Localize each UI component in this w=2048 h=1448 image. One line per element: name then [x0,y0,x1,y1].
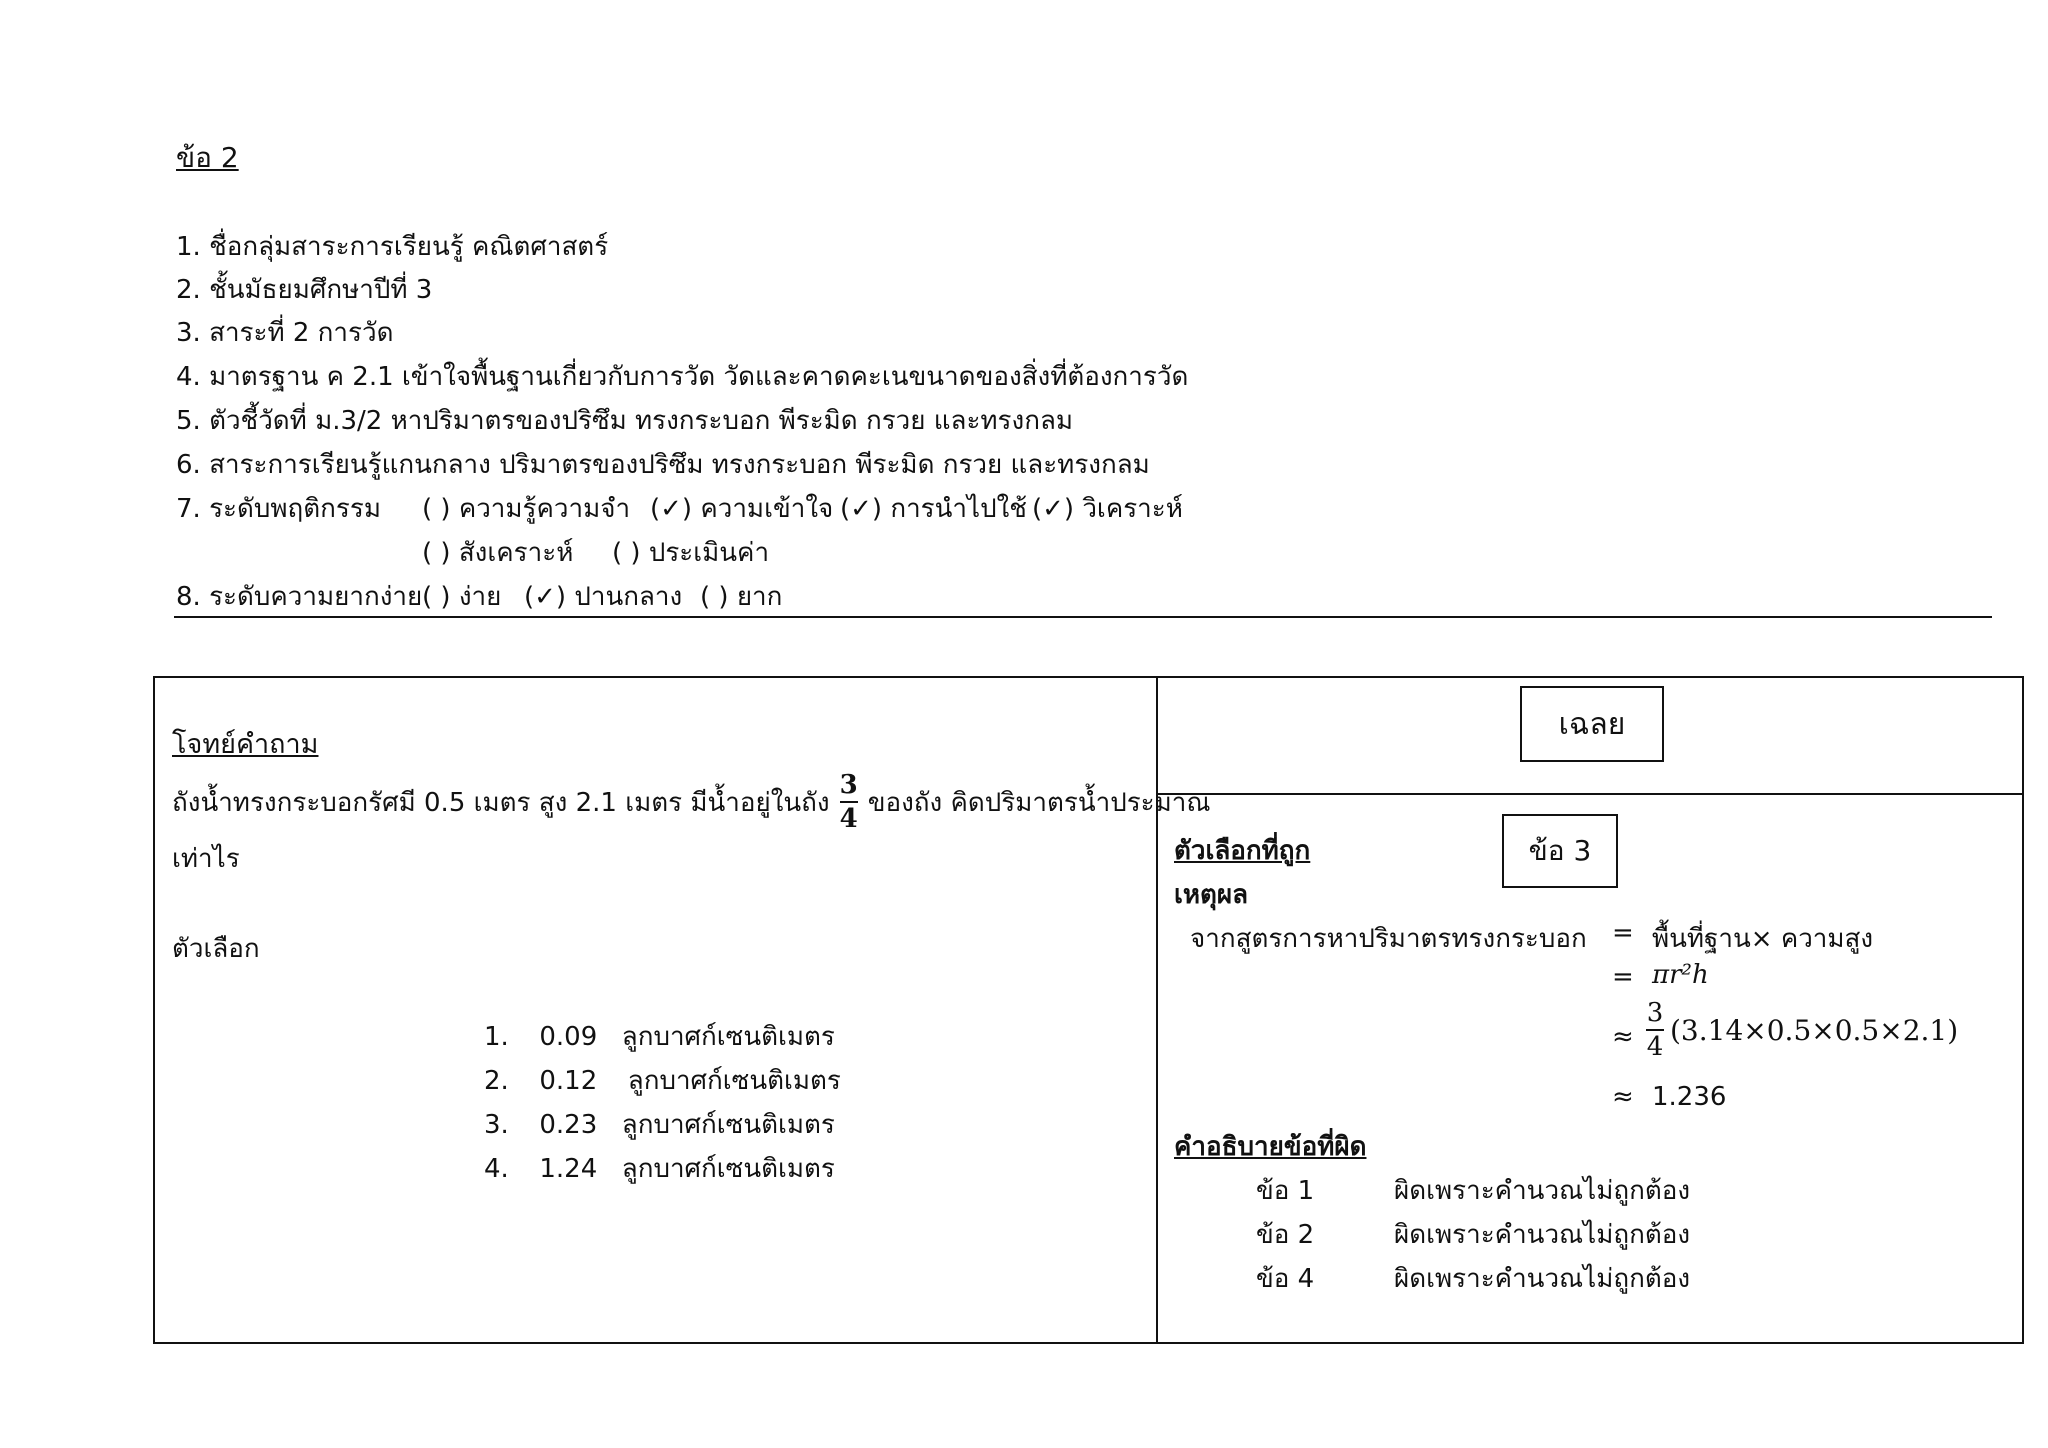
eq3-rhs-group [1646,1000,1958,1060]
choice-value: 1.24 [539,1154,598,1184]
choice-unit: ลูกบาศก์เซนติเมตร [621,1110,835,1140]
choice-item [484,1148,835,1189]
behavior-understand: (✓) ความเข้าใจ [650,494,834,524]
choices-label: ตัวเลือก [172,934,260,964]
choice-unit: ลูกบาศก์เซนติเมตร [621,1154,835,1184]
eq1-sign: = [1612,918,1634,948]
eq2-rhs: πr²h [1652,960,1709,990]
eq3-denominator: 4 [1646,1032,1664,1062]
answer-heading-box: เฉลย [1520,686,1664,762]
choice-unit: ลูกบาศก์เซนติเมตร [621,1022,835,1052]
meta-core-content: 6. สาระการเรียนรู้แกนกลาง ปริมาตรของปริซึม ทรงกระบอก พีระมิด กรวย และทรงกลม [176,450,1150,480]
wrong-item: ข้อ 4 [1256,1264,1315,1294]
meta-indicator: 5. ตัวชี้วัดที่ ม.3/2 หาปริมาตรของปริซึม ทรงกระบอก พีระมิด กรวย และทรงกลม [176,406,1074,436]
question-text-end: ของถัง คิดปริมาตรน้ำประมาณ [867,787,1211,818]
difficulty-easy: ( ) ง่าย [422,582,502,612]
question-text-line2: เท่าไร [172,844,240,874]
answer-header-divider [1156,793,2024,795]
behavior-remember: ( ) ความรู้ความจำ [422,494,631,524]
wrong-item: ข้อ 1 [1256,1176,1315,1206]
choice-number: 1. [484,1022,509,1052]
fraction-denominator: 4 [839,804,858,834]
wrong-reason: ผิดเพราะคำนวณไม่ถูกต้อง [1394,1176,1691,1206]
question-fraction [840,772,858,832]
wrong-explanation-label: คำอธิบายข้อที่ผิด [1174,1132,1367,1162]
wrong-item: ข้อ 2 [1256,1220,1315,1250]
behavior-analyze: (✓) วิเคราะห์ [1032,494,1183,524]
header-divider [174,616,1992,618]
difficulty-medium: (✓) ปานกลาง [524,582,683,612]
eq3-fraction [1646,1000,1664,1060]
choice-unit: ลูกบาศก์เซนติเมตร [627,1066,841,1096]
choice-value: 0.12 [539,1066,598,1096]
choice-value: 0.09 [539,1022,598,1052]
meta-subject: 1. ชื่อกลุ่มสาระการเรียนรู้ คณิตศาสตร์ [176,232,609,262]
fraction-numerator: 3 [839,770,858,800]
behavior-apply: (✓) การนำไปใช้ [840,494,1027,524]
correct-choice-box: ข้อ 3 [1502,814,1618,888]
question-heading: โจทย์คำถาม [172,729,319,760]
behavior-synthesize: ( ) สังเคราะห์ [422,538,574,568]
meta-grade: 2. ชั้นมัธยมศึกษาปีที่ 3 [176,275,433,305]
page-title: ข้อ 2 [176,141,239,174]
eq4-rhs: 1.236 [1652,1082,1727,1112]
eq3-numerator: 3 [1646,998,1664,1028]
wrong-reason: ผิดเพราะคำนวณไม่ถูกต้อง [1394,1264,1691,1294]
question-text [172,772,1211,832]
meta-standard: 4. มาตรฐาน ค 2.1 เข้าใจพื้นฐานเกี่ยวกับการวัด วัดและคาดคะเนขนาดของสิ่งที่ต้องการวัด [176,362,1189,392]
eq3-rhs: (3.14×0.5×0.5×2.1) [1670,1013,1959,1047]
eq1-rhs: พื้นที่ฐาน× ความสูง [1652,924,1874,954]
question-text-start: ถังน้ำทรงกระบอกรัศมี 0.5 เมตร สูง 2.1 เมตร มีน้ำอยู่ในถัง [172,787,830,818]
difficulty-hard: ( ) ยาก [700,582,783,612]
formula-intro: จากสูตรการหาปริมาตรทรงกระบอก [1190,924,1587,954]
choice-number: 2. [484,1066,509,1096]
choice-value: 0.23 [539,1110,598,1140]
choice-number: 3. [484,1110,509,1140]
correct-choice-label: ตัวเลือกที่ถูก [1174,836,1311,866]
choice-item [484,1104,835,1145]
meta-strand: 3. สาระที่ 2 การวัด [176,318,394,348]
eq4-sign: ≈ [1612,1082,1634,1112]
choice-item [484,1016,835,1057]
difficulty-label: 8. ระดับความยากง่าย [176,582,423,612]
behavior-evaluate: ( ) ประเมินค่า [612,538,770,568]
eq3-sign: ≈ [1612,1022,1634,1052]
eq2-sign: = [1612,962,1634,992]
choice-item [484,1060,841,1101]
reason-label: เหตุผล [1174,880,1249,910]
choice-number: 4. [484,1154,509,1184]
wrong-reason: ผิดเพราะคำนวณไม่ถูกต้อง [1394,1220,1691,1250]
behavior-level-label: 7. ระดับพฤติกรรม [176,494,381,524]
